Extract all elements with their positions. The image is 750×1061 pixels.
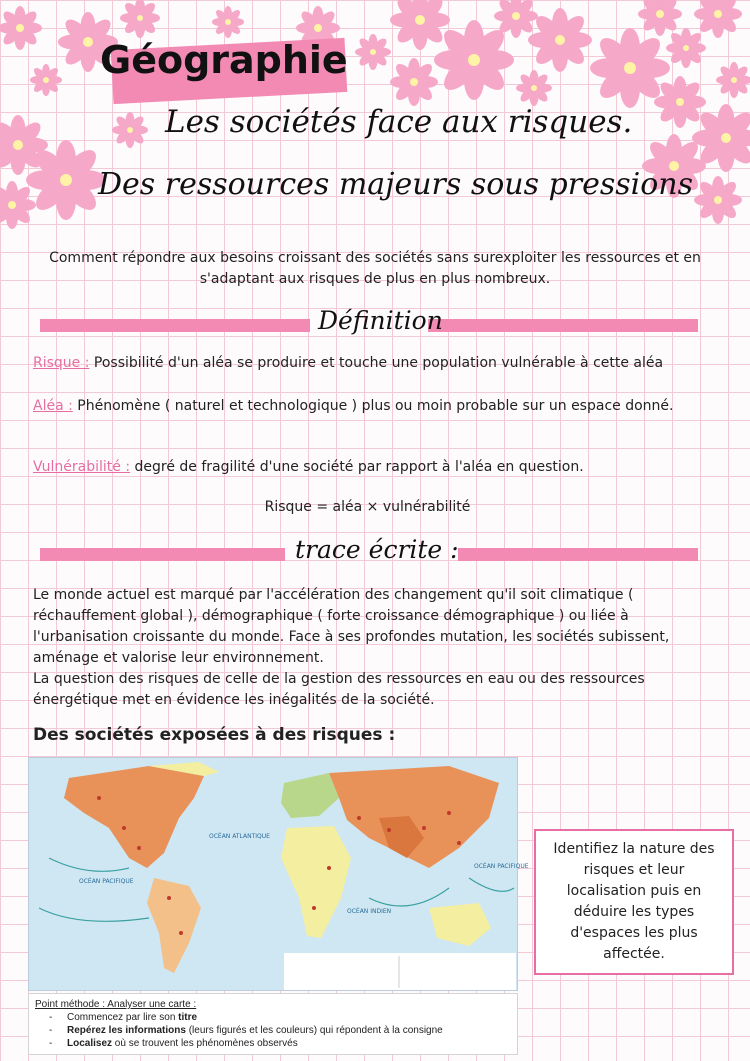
- ocean-label: OCÉAN ATLANTIQUE: [209, 833, 270, 840]
- chapter-title-line2: Des ressources majeurs sous pressions: [98, 167, 693, 202]
- step-text: où se trouvent les phénomènes observés: [112, 1038, 298, 1049]
- trace-paragraph: Le monde actuel est marqué par l'accélération des changement qu'il soit climatique ( réchauffement global ), démographique ( forte croissance démographique ) ou liée à l'urbanisation croissante du monde. Face à ses profondes mutation, les sociétés subissent, aménage et valorise leur environnement.: [33, 587, 670, 666]
- australia-shape: [429, 903, 491, 946]
- term-text: Phénomène ( naturel et technologique ) plus ou moin probable sur un espace donné.: [72, 398, 674, 414]
- asia-shape: [329, 766, 499, 868]
- subject-title: Géographie: [100, 38, 348, 82]
- ocean-label: OCÉAN PACIFIQUE: [79, 878, 134, 885]
- risk-formula: Risque = aléa × vulnérabilité: [264, 499, 471, 515]
- method-title: Point méthode : Analyser une carte :: [35, 999, 197, 1010]
- south-america-shape: [147, 878, 201, 973]
- intro-question: Comment répondre aux besoins croissant des sociétés sans surexploiter les ressources et en s'adaptant aux risques de plus en plus nombreux.: [49, 250, 701, 287]
- definition-risque: [33, 353, 713, 374]
- trace-heading: trace écrite :: [295, 535, 459, 564]
- section-divider-right: [428, 319, 698, 332]
- section-divider-right: [458, 548, 698, 561]
- term-label: Aléa :: [33, 398, 73, 414]
- africa-shape: [281, 826, 351, 938]
- north-america-shape: [64, 766, 204, 868]
- chapter-title-line1: Les sociétés face aux risques.: [165, 104, 633, 140]
- method-step: [67, 1011, 517, 1024]
- method-step: [67, 1037, 517, 1050]
- term-text: degré de fragilité d'une société par rapport à l'aléa en question.: [130, 459, 584, 475]
- term-label: Vulnérabilité :: [33, 459, 131, 475]
- method-step: [67, 1024, 517, 1037]
- term-text: Possibilité d'un aléa se produire et touche une population vulnérable à cette aléa: [89, 355, 664, 371]
- step-emphasis: Repérez les informations: [67, 1025, 186, 1036]
- task-text: Identifiez la nature des risques et leur localisation puis en déduire les types d'espaces les plus affectée.: [553, 841, 715, 962]
- ocean-label: OCÉAN PACIFIQUE: [474, 863, 529, 870]
- trace-text: [33, 585, 723, 711]
- section-divider-left: [40, 319, 310, 332]
- trace-paragraph: La question des risques de celle de la gestion des ressources en eau ou des ressources énergétique met en évidence les inégalités de la société.: [33, 671, 645, 708]
- section-divider-left: [40, 548, 285, 561]
- europe-shape: [281, 773, 339, 818]
- section-heading: Des sociétés exposées à des risques :: [33, 725, 396, 745]
- method-steps: [29, 1011, 517, 1050]
- method-box: [28, 993, 518, 1055]
- term-label: Risque :: [33, 355, 90, 371]
- task-box: [534, 829, 734, 975]
- world-risk-map: [28, 757, 529, 991]
- definition-vulnerabilite: [33, 457, 713, 478]
- map-illustration: [29, 758, 529, 990]
- step-text: (leurs figurés et les couleurs) qui répondent à la consigne: [185, 1025, 443, 1036]
- step-emphasis: Localisez: [67, 1038, 113, 1049]
- ocean-label: OCÉAN INDIEN: [347, 908, 392, 915]
- map-legend: [284, 953, 516, 990]
- definition-alea: [33, 396, 713, 417]
- step-emphasis: titre: [178, 1012, 198, 1023]
- definition-heading: Définition: [318, 306, 443, 335]
- step-text: Commencez par lire son: [67, 1012, 179, 1023]
